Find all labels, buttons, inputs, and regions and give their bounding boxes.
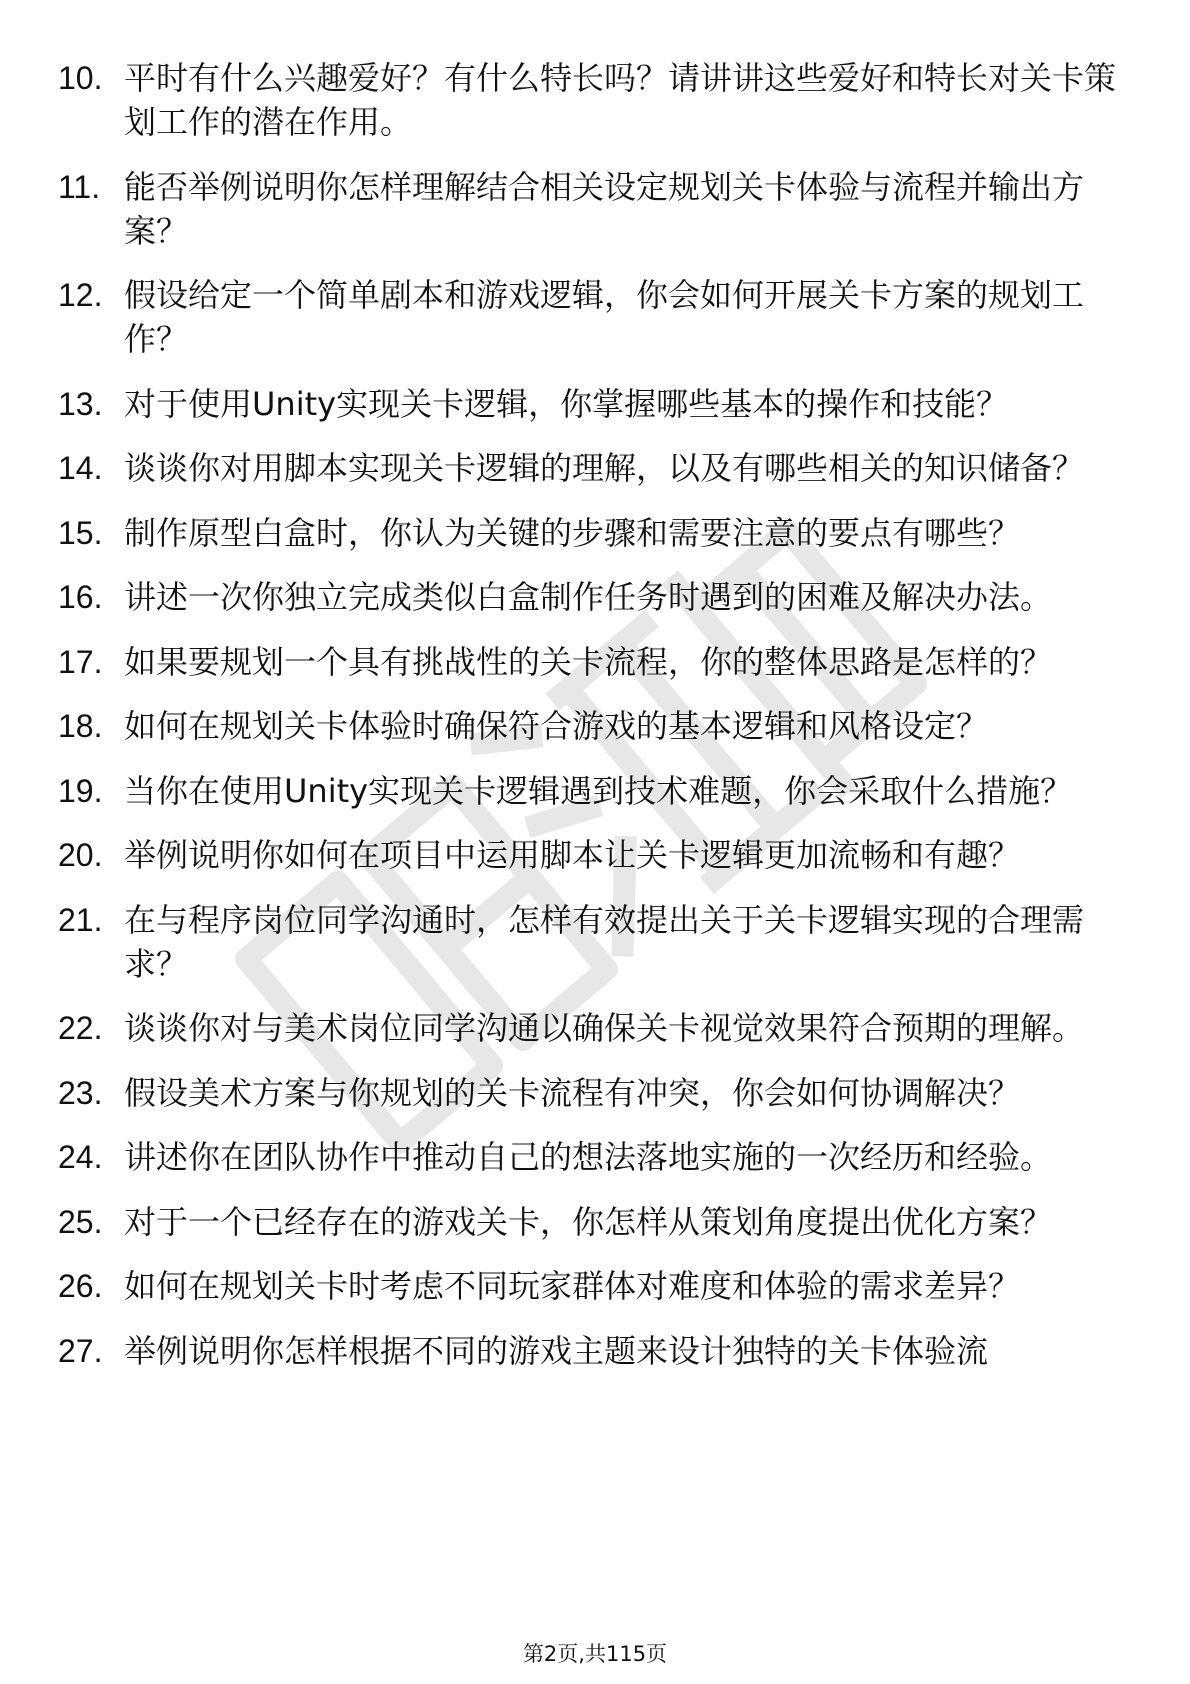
question-item (58, 446, 1138, 490)
question-item (58, 640, 1138, 684)
question-number: 20. (58, 837, 103, 873)
question-number: 18. (58, 708, 103, 744)
question-text: 制作原型白盒时，你认为关键的步骤和需要注意的要点有哪些？ (124, 513, 1021, 552)
question-text: 举例说明你如何在项目中运用脚本让关卡逻辑更加流畅和有趣？ (124, 836, 1021, 874)
question-item (58, 575, 1138, 619)
question-item (58, 1264, 1138, 1308)
question-number: 23. (58, 1074, 103, 1111)
question-list (58, 56, 1138, 1393)
question-number: 11. (58, 168, 101, 205)
question-number: 24. (58, 1139, 103, 1175)
question-text: 讲述你在团队协作中推动自己的想法落地实施的一次经历和经验。 (124, 1138, 1053, 1176)
question-number: 21. (58, 901, 103, 938)
question-number: 22. (58, 1010, 103, 1046)
question-text: 谈谈你对用脚本实现关卡逻辑的理解，以及有哪些相关的知识储备？ (124, 449, 1085, 487)
question-text: 能否举例说明你怎样理解结合相关设定规划关卡体验与流程并输出方案？ (124, 167, 1085, 250)
question-item (58, 1329, 1138, 1373)
question-text: 假设美术方案与你规划的关卡流程有冲突，你会如何协调解决？ (124, 1073, 1021, 1112)
question-text: 平时有什么兴趣爱好？有什么特长吗？请讲讲这些爱好和特长对关卡策划工作的潜在作用。 (124, 59, 1117, 141)
question-number: 15. (58, 514, 103, 551)
question-number: 14. (58, 450, 103, 486)
question-number: 27. (58, 1332, 103, 1369)
question-text: 谈谈你对与美术岗位同学沟通以确保关卡视觉效果符合预期的理解。 (124, 1009, 1085, 1047)
question-item (58, 1135, 1138, 1179)
question-text: 在与程序岗位同学沟通时，怎样有效提出关于关卡逻辑实现的合理需求？ (124, 900, 1085, 983)
question-item (58, 898, 1138, 986)
question-number: 12. (58, 277, 103, 313)
question-text: 假设给定一个简单剧本和游戏逻辑，你会如何开展关卡方案的规划工作？ (124, 276, 1085, 358)
question-number: 26. (58, 1268, 103, 1304)
question-item (58, 1071, 1138, 1115)
question-item (58, 1006, 1138, 1050)
question-item (58, 273, 1138, 361)
page-footer (0, 1640, 1190, 1668)
question-number: 13. (58, 385, 103, 422)
question-item (58, 511, 1138, 555)
question-text: 举例说明你怎样根据不同的游戏主题来设计独特的关卡体验流 (124, 1331, 989, 1370)
question-number: 17. (58, 643, 103, 680)
question-item (58, 704, 1138, 748)
question-text: 当你在使用Unity实现关卡逻辑遇到技术难题，你会采取什么措施？ (124, 771, 1073, 810)
question-number: 10. (58, 60, 103, 96)
question-text: 对于一个已经存在的游戏关卡，你怎样从策划角度提出优化方案？ (124, 1202, 1053, 1241)
page-number-label: 第2页,共115页 (522, 1642, 668, 1666)
question-item (58, 1200, 1138, 1244)
question-item (58, 833, 1138, 877)
question-text: 如何在规划关卡时考虑不同玩家群体对难度和体验的需求差异？ (124, 1267, 1021, 1305)
question-number: 16. (58, 579, 103, 615)
question-number: 25. (58, 1203, 103, 1240)
question-item (58, 382, 1138, 426)
question-text: 讲述一次你独立完成类似白盒制作任务时遇到的困难及解决办法。 (124, 578, 1053, 616)
question-item (58, 769, 1138, 813)
question-number: 19. (58, 772, 103, 809)
question-item (58, 56, 1138, 144)
question-text: 对于使用Unity实现关卡逻辑，你掌握哪些基本的操作和技能？ (124, 384, 1009, 423)
question-text: 如何在规划关卡体验时确保符合游戏的基本逻辑和风格设定？ (124, 707, 989, 745)
question-item (58, 165, 1138, 253)
question-text: 如果要规划一个具有挑战性的关卡流程，你的整体思路是怎样的？ (124, 642, 1053, 681)
